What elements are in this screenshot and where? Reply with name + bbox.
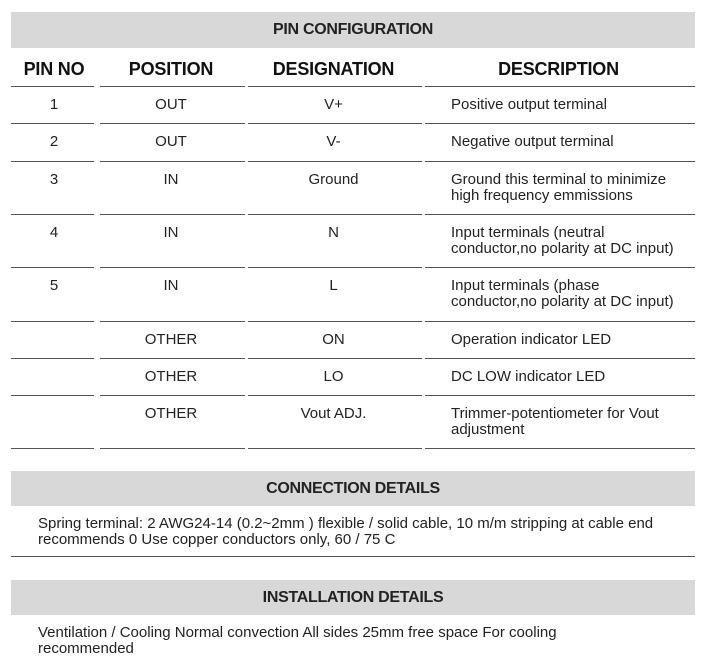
row-divider xyxy=(11,267,94,268)
pin-configuration-title: PIN CONFIGURATION xyxy=(11,12,695,48)
connection-details-line-1: Spring terminal: 2 AWG24-14 (0.2~2mm ) flexible / solid cable, 10 m/m stripping at cable end xyxy=(38,515,654,532)
row-divider xyxy=(425,395,695,396)
row-divider xyxy=(100,123,245,124)
installation-details-line-1: Ventilation / Cooling Normal convection All sides 25mm free space For cooling xyxy=(38,624,557,641)
description-cell: conductor,no polarity at DC input) xyxy=(451,293,674,310)
row-divider xyxy=(100,358,245,359)
position-cell: OTHER xyxy=(144,331,198,348)
description-cell: DC LOW indicator LED xyxy=(451,368,606,385)
row-divider xyxy=(100,267,245,268)
row-divider xyxy=(425,86,695,87)
position-cell: OUT xyxy=(155,133,187,150)
row-divider xyxy=(11,358,94,359)
row-divider xyxy=(248,214,422,215)
row-divider xyxy=(100,161,245,162)
description-cell: Negative output terminal xyxy=(451,133,614,150)
pin-no-cell: 3 xyxy=(49,171,59,188)
description-cell: Ground this terminal to minimize xyxy=(451,171,667,188)
row-divider xyxy=(100,214,245,215)
connection-details-line-2: recommends 0 Use copper conductors only, 60 / 75 C xyxy=(38,531,396,548)
row-divider xyxy=(248,358,422,359)
header-designation: DESIGNATION xyxy=(272,59,395,79)
position-cell: OUT xyxy=(155,96,187,113)
row-divider xyxy=(11,448,94,449)
pin-no-cell: 1 xyxy=(49,96,59,113)
description-cell: adjustment xyxy=(451,421,525,438)
row-divider xyxy=(425,161,695,162)
row-divider xyxy=(425,214,695,215)
description-cell: Positive output terminal xyxy=(451,96,607,113)
row-divider xyxy=(248,267,422,268)
row-divider xyxy=(425,321,695,322)
row-divider xyxy=(248,161,422,162)
description-cell: Input terminals (phase xyxy=(451,277,600,294)
pin-no-cell: 2 xyxy=(49,133,59,150)
position-cell: IN xyxy=(163,171,179,188)
row-divider xyxy=(248,448,422,449)
header-position: POSITION xyxy=(128,59,214,79)
designation-cell: ON xyxy=(322,331,345,348)
row-divider xyxy=(100,321,245,322)
row-divider xyxy=(248,321,422,322)
header-pin-no: PIN NO xyxy=(23,59,85,79)
position-cell: OTHER xyxy=(144,405,198,422)
description-cell: Operation indicator LED xyxy=(451,331,612,348)
designation-cell: V+ xyxy=(324,96,343,113)
row-divider xyxy=(248,86,422,87)
pin-no-cell: 5 xyxy=(49,277,59,294)
row-divider xyxy=(11,321,94,322)
designation-cell: Vout ADJ. xyxy=(300,405,367,422)
row-divider xyxy=(425,358,695,359)
designation-cell: L xyxy=(329,277,338,294)
installation-details-line-2: recommended xyxy=(38,640,134,657)
pin-no-cell: 4 xyxy=(49,224,59,241)
row-divider xyxy=(100,86,245,87)
row-divider xyxy=(425,448,695,449)
position-cell: IN xyxy=(163,277,179,294)
row-divider xyxy=(425,267,695,268)
designation-cell: LO xyxy=(323,368,344,385)
header-description: DESCRIPTION xyxy=(498,59,619,79)
row-divider xyxy=(248,395,422,396)
row-divider xyxy=(11,214,94,215)
position-cell: OTHER xyxy=(144,368,198,385)
row-divider xyxy=(11,86,94,87)
installation-details-title: INSTALLATION DETAILS xyxy=(11,580,695,615)
row-divider xyxy=(11,123,94,124)
row-divider xyxy=(425,123,695,124)
description-cell: Trimmer-potentiometer for Vout xyxy=(451,405,659,422)
description-cell: conductor,no polarity at DC input) xyxy=(451,240,674,257)
description-cell: high frequency emmissions xyxy=(451,187,633,204)
row-divider xyxy=(100,395,245,396)
position-cell: IN xyxy=(163,224,179,241)
row-divider xyxy=(11,161,94,162)
designation-cell: Ground xyxy=(308,171,359,188)
description-cell: Input terminals (neutral xyxy=(451,224,605,241)
row-divider xyxy=(100,448,245,449)
row-divider xyxy=(248,123,422,124)
connection-divider xyxy=(11,556,695,557)
row-divider xyxy=(11,395,94,396)
connection-details-title: CONNECTION DETAILS xyxy=(11,471,695,506)
designation-cell: N xyxy=(328,224,339,241)
designation-cell: V- xyxy=(326,133,341,150)
